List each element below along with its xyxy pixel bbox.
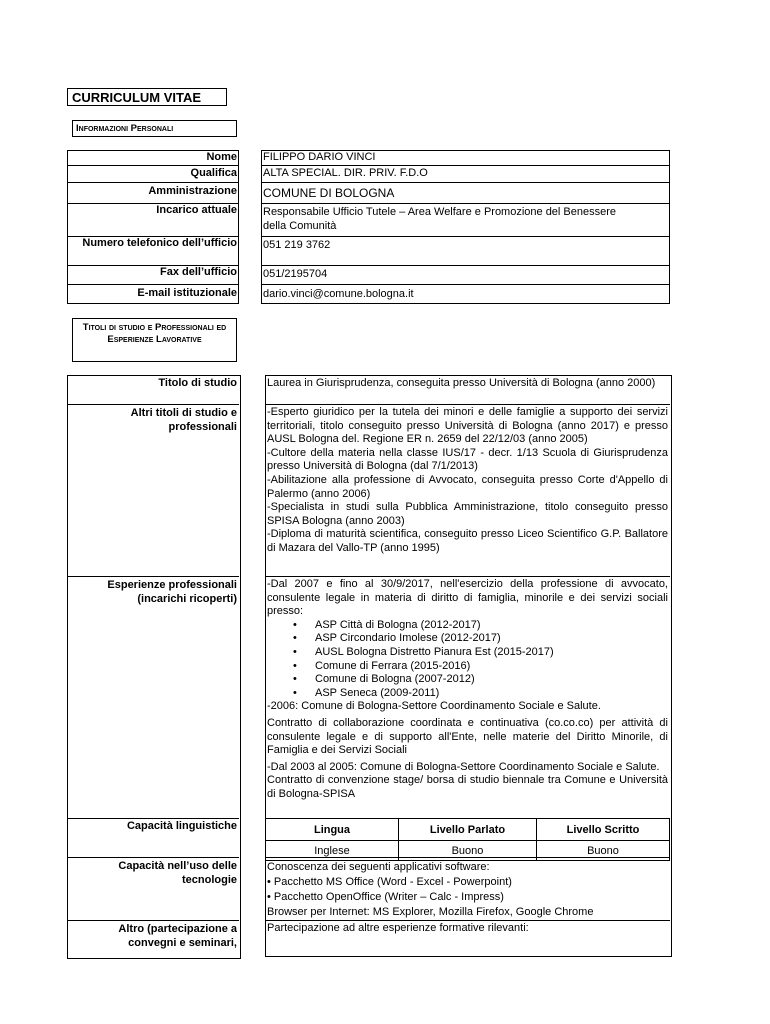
- esperienze-bullet-list: [267, 619, 668, 701]
- lang-cell: Buono: [537, 841, 670, 861]
- value-telefono: 051 219 3762: [263, 239, 331, 251]
- label-titolo-studio: Titolo di studio: [158, 377, 237, 389]
- personal-info-table: [67, 150, 670, 304]
- label-amministrazione: Amministrazione: [148, 185, 237, 197]
- language-table: [265, 818, 670, 861]
- lang-cell: Buono: [399, 841, 537, 861]
- list-item: • ASP Seneca (2009-2011): [267, 687, 668, 701]
- tecnologie-line: • Pacchetto OpenOffice (Writer – Calc - Impress): [267, 891, 504, 903]
- value-tecnologie: [267, 860, 668, 920]
- label-altri-titoli: Altri titoli di studio e professionali: [130, 407, 237, 433]
- label-email: E-mail istituzionale: [137, 287, 237, 299]
- section-titles-heading: Titoli di studio e Professionali ed Esperienze Lavorative: [72, 318, 237, 362]
- label-altro: Altro (partecipazione a convegni e seminari,: [118, 923, 237, 949]
- list-item: • ASP Circondario Imolese (2012-2017): [267, 632, 668, 646]
- label-qualifica: Qualifica: [190, 167, 237, 179]
- list-item: • Comune di Bologna (2007-2012): [267, 673, 668, 687]
- list-item: • ASP Città di Bologna (2012-2017): [267, 619, 668, 633]
- tecnologie-line: Conoscenza dei seguenti applicativi software:: [267, 861, 490, 873]
- esperienze-paragraph: -2006: Comune di Bologna-Settore Coordinamento Sociale e Salute.: [267, 700, 601, 713]
- value-altri-titoli: [267, 406, 668, 556]
- value-email: dario.vinci@comune.bologna.it: [263, 288, 414, 300]
- lang-header-scritto: Livello Scritto: [537, 819, 670, 841]
- esperienze-paragraph: -Dal 2003 al 2005: Comune di Bologna-Settore Coordinamento Sociale e Salute.: [267, 760, 660, 773]
- label-telefono: Numero telefonico dell’ufficio: [82, 237, 237, 249]
- tecnologie-line: Browser per Internet: MS Explorer, Mozilla Firefox, Google Chrome: [267, 906, 594, 918]
- value-amministrazione: COMUNE DI BOLOGNA: [263, 186, 395, 200]
- label-nome: Nome: [206, 151, 237, 163]
- value-incarico: Responsabile Ufficio Tutele – Area Welfare e Promozione del Benessere della Comunità: [263, 206, 617, 232]
- label-esperienze: Esperienze professionali (incarichi ricoperti): [107, 579, 237, 605]
- altri-titoli-item: -Diploma di maturità scientifica, conseguito presso Liceo Scientifico G.P. Ballatore di Mazara del Vallo-TP (anno 1995): [267, 528, 668, 554]
- lang-header-parlato: Livello Parlato: [399, 819, 537, 841]
- altri-titoli-item: -Abilitazione alla professione di Avvocato, conseguita presso Corte d'Appello di Palermo (anno 2006): [267, 473, 668, 500]
- value-qualifica: ALTA SPECIAL. DIR. PRIV. F.D.O: [263, 167, 428, 179]
- value-nome: FILIPPO DARIO VINCI: [263, 151, 376, 163]
- altri-titoli-item: -Esperto giuridico per la tutela dei minori e delle famiglie a supporto dei servizi territoriali, titolo conseguito presso Università di Bologna (anno 2017) e presso AUSL Bologna del. Regione ER n. 2659 del 22/12/03 (anno 2005): [267, 406, 668, 446]
- esperienze-paragraph: Contratto di convenzione stage/ borsa di studio biennale tra Comune e Università di Bologna-SPISA: [267, 774, 668, 800]
- list-item: • Comune di Ferrara (2015-2016): [267, 660, 668, 674]
- label-lingue: Capacità linguistiche: [126, 820, 237, 832]
- value-altro: Partecipazione ad altre esperienze formative rilevanti:: [267, 922, 529, 934]
- label-fax: Fax dell’ufficio: [159, 266, 237, 278]
- cv-title: CURRICULUM VITAE: [67, 88, 227, 106]
- section-personal-heading: Informazioni Personali: [72, 120, 237, 137]
- altri-titoli-item: -Specialista in studi sulla Pubblica Amministrazione, titolo conseguito presso SPISA Bologna (anno 2003): [267, 501, 668, 527]
- table-row: [266, 841, 670, 861]
- tecnologie-line: • Pacchetto MS Office (Word - Excel - Powerpoint): [267, 876, 512, 888]
- list-item: • AUSL Bologna Distretto Pianura Est (2015-2017): [267, 646, 668, 660]
- label-tecnologie: Capacità nell’uso delle tecnologie: [118, 860, 237, 886]
- label-incarico: Incarico attuale: [156, 204, 237, 216]
- value-fax: 051/2195704: [263, 268, 328, 280]
- esperienze-paragraph: Contratto di collaborazione coordinata e continuativa (co.co.co) per attività di consulente legale e di supporto all'Ente, nelle materie del Diritto Minorile, di Famiglia e dei Servizi Sociali: [267, 716, 668, 757]
- lang-cell: Inglese: [266, 841, 399, 861]
- value-titolo-studio: Laurea in Giurisprudenza, conseguita presso Università di Bologna (anno 2000): [267, 377, 656, 389]
- esperienze-intro: -Dal 2007 e fino al 30/9/2017, nell'esercizio della professione di avvocato, consulente legale in materia di diritto di famiglia, minorile e dei servizi sociali presso:: [267, 578, 668, 618]
- altri-titoli-item: -Cultore della materia nella classe IUS/17 - decr. 1/13 Scuola di Giurisprudenza presso Università di Bologna (dal 7/1/2013): [267, 446, 668, 473]
- value-esperienze: [267, 578, 668, 802]
- lang-header-lingua: Lingua: [266, 819, 399, 841]
